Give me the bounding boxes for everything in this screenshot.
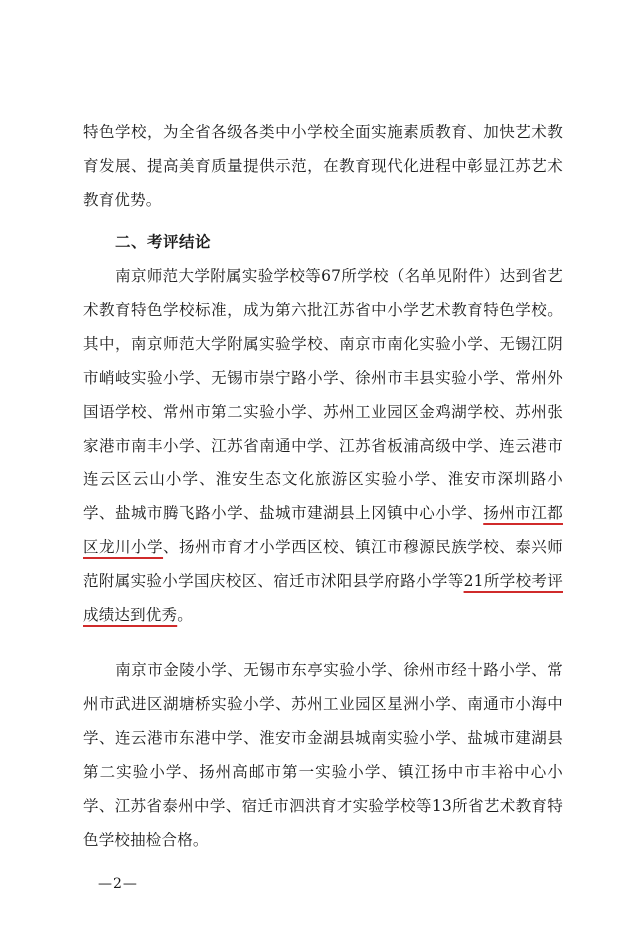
red-underline-excellent: 21所学校考评成绩达到优秀	[83, 572, 563, 625]
paragraph-conclusion	[83, 260, 563, 633]
paragraph-intro	[83, 116, 563, 218]
spot-check-text: 南京市金陵小学、无锡市东亭实验小学、徐州市经十路小学、常州市武进区湖塘桥实验小学、苏州工业园区星洲小学、南通市小海中学、连云港市东港中学、淮安市金湖县城南实验小学、盐城市建湖县第二实验小学、扬州高邮市第一实验小学、镇江扬中市丰裕中心小学、江苏省泰州中学、宿迁市泗洪育才实验学校等13所省艺术教育特色学校抽检合格。	[83, 661, 563, 849]
conclusion-text-after: 。	[177, 606, 193, 625]
conclusion-text-middle: 、扬州市育才小学西区校、镇江市穆源民族学校、泰兴师范附属实验小学国庆校区、宿迁市沭阳县学府路小学等	[83, 538, 563, 591]
section-heading: 二、考评结论	[115, 233, 212, 251]
paragraph-spot-check	[83, 654, 563, 857]
page-number: —2—	[98, 876, 138, 892]
conclusion-text-before: 南京师范大学附属实验学校等67所学校（名单见附件）达到省艺术教育特色学校标准，成为第六批江苏省中小学艺术教育特色学校。其中，南京师范大学附属实验学校、南京市南化实验小学、无锡江阴市峭岐实验小学、无锡市崇宁路小学、徐州市丰县实验小学、常州外国语学校、常州市第二实验小学、苏州工业园区金鸡湖学校、苏州张家港市南丰小学、江苏省南通中学、江苏省板浦高级中学、连云港市连云区云山小学、淮安生态文化旅游区实验小学、淮安市深圳路小学、盐城市腾飞路小学、盐城市建湖县上冈镇中心小学、	[83, 267, 563, 523]
paragraph-intro-text: 特色学校，为全省各级各类中小学校全面实施素质教育、加快艺术教育发展、提高美育质量提供示范，在教育现代化进程中彰显江苏艺术教育优势。	[83, 123, 563, 209]
red-underline-school: 扬州市江都区龙川小学	[83, 504, 563, 557]
